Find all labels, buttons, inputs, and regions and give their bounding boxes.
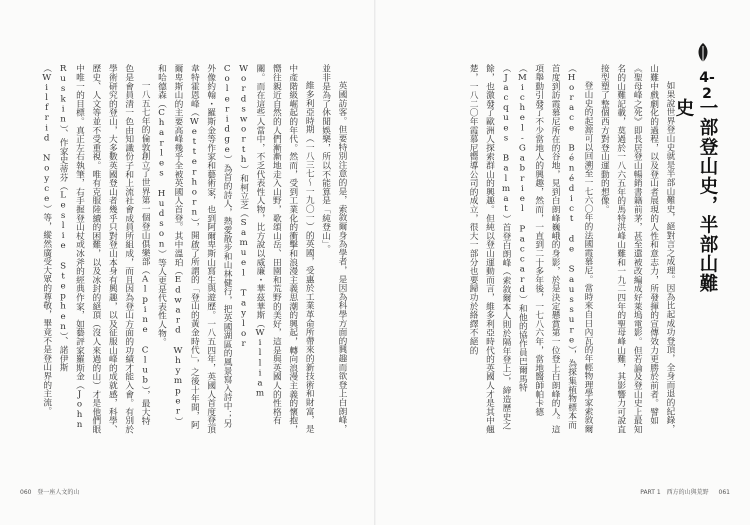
right-paragraph-1: 如果說世界登山史就是半部山難史，絕對言之成理。因為比起成功登頂，全身而退的紀錄，山難中戲劇化的過程，以及登山者展現的人性和意志力，所發揮的宣傳效力更勝於前者。譬如《聖母峰之死》即長居登山暢銷書籍前茅，甚至還被改編成好萊塢電影。但若論及登山史上最知名的山難記載，莫過於一八六五年的馬特洪峰山難和一九二四年的聖母峰山難，其影響力可說直接型塑了整個西方對登山運動的想像。 (599, 64, 675, 434)
section-number: 4-2 (699, 70, 715, 102)
page-gutter (374, 0, 376, 525)
left-footer (20, 487, 83, 496)
right-part-title: 西方的山與荒野 (666, 489, 709, 496)
left-page-text (41, 64, 350, 434)
left-paragraph-1: 英國訪客。但要特別注意的是，索敘爾身為學者，是因為科學方面的興趣而欲登上白朗峰，並非是為了休閒娛樂，所以不能算是「純登山」。 (320, 64, 347, 434)
left-page-number: 060 (20, 489, 32, 496)
right-part-label: PART 1 (640, 489, 661, 496)
left-book-title: 登一座人文的山 (37, 489, 80, 496)
right-footer (640, 487, 730, 496)
right-page-text (388, 64, 678, 434)
right-paragraph-2: 登山史的起源可以回溯至一七六〇年的法國霞慕尼。當時來自日內瓦的年輕物理學家索敘爾（Horace Bénédict de Saussure），為探集植物標本而首度到訪霞慕尼所在的谷地，見到白朗峰巍峨的身影，於是決定懸賞第一位登上白朗峰的人。這項舉動引發了不少當地人的興趣，然而，一直到二十多年後，一七八六年，當地醫師帕卡德（Michel-Gabriel Paccard）和他的協作員巴爾馬特（Jacques Balmat）首登白朗峰（索敘爾本人則於隔年登上），締造歷史之餘，也激發了歐洲人探索群山的興趣。但純以登山運動而言，維多利亞時代的英國人才是其中翹楚，一八二〇年霞慕尼嚮導公司的成立，很大一部分也要歸功於絡繹不絕的 (468, 64, 593, 434)
left-paragraph-2: 維多利亞時期（一八三七～一九〇一）的英國，受惠於工業革命所帶來的新技術和財富，是中產階級崛起的年代。然而，受到工業化的衝擊和浪漫主義思潮的興起，轉向浪漫主義的懷抱，嚮往親近自然的人們漸漸地走入山野，歌頌山岳、田園和荒野的美好，這是與英國人的性格有關。而在這些人當中，不乏代表性人物，比方說以威廉・華茲華斯（William Wordsworth）和柯立芝（Samuel Taylor Coleridge）為首的詩人，熱愛散步和山林健行，把英國湖區的風景寫入詩中；另外像約翰・羅斯金等作家和藝術家，也到阿爾卑斯山寫生與遊歷。一八五四年，英國人首度登頂韋特霍恩峰（Wetterhorn），開啟了所謂的「登山的黃金時代」，之後十年間，阿爾卑斯山的主要高峰幾乎全被英國人首登。其中溫珀（Edward Whymper）和哈德森（Charles Hudson）等人更是代表性人物。 (156, 64, 315, 434)
left-paragraph-3: 一八五七年的倫敦創立了世界第一個登山俱樂部（Alpine Club），最大特色是會員清一色由知識份子和上流社會成員所組成，而且因為登山方面的功績才能入會。有別於學術研究的登山，大多數英國登山者幾乎只對登山本身有興趣，以及征服山峰的成就感，科學、歷史、人文等並不受重視。唯有克服陸續的困難，以及冰封的絕頂（沒人來過的山）才是他們眼中唯一的目標。真正左右執筆，右手握登山杖或冰斧的經典作家，如藝評家羅斯金（John Ruskin）、作家史蒂芬（Leslie Stephen）、諾伊斯（Wilfrid Noyce）等，縱然廣受大眾的尊敬，畢竟不是登山界的主流。 (41, 64, 151, 434)
leaf-icon (694, 42, 712, 64)
section-title: 一部登山史，半部山難史 (673, 98, 718, 293)
right-page-number: 061 (718, 489, 730, 496)
